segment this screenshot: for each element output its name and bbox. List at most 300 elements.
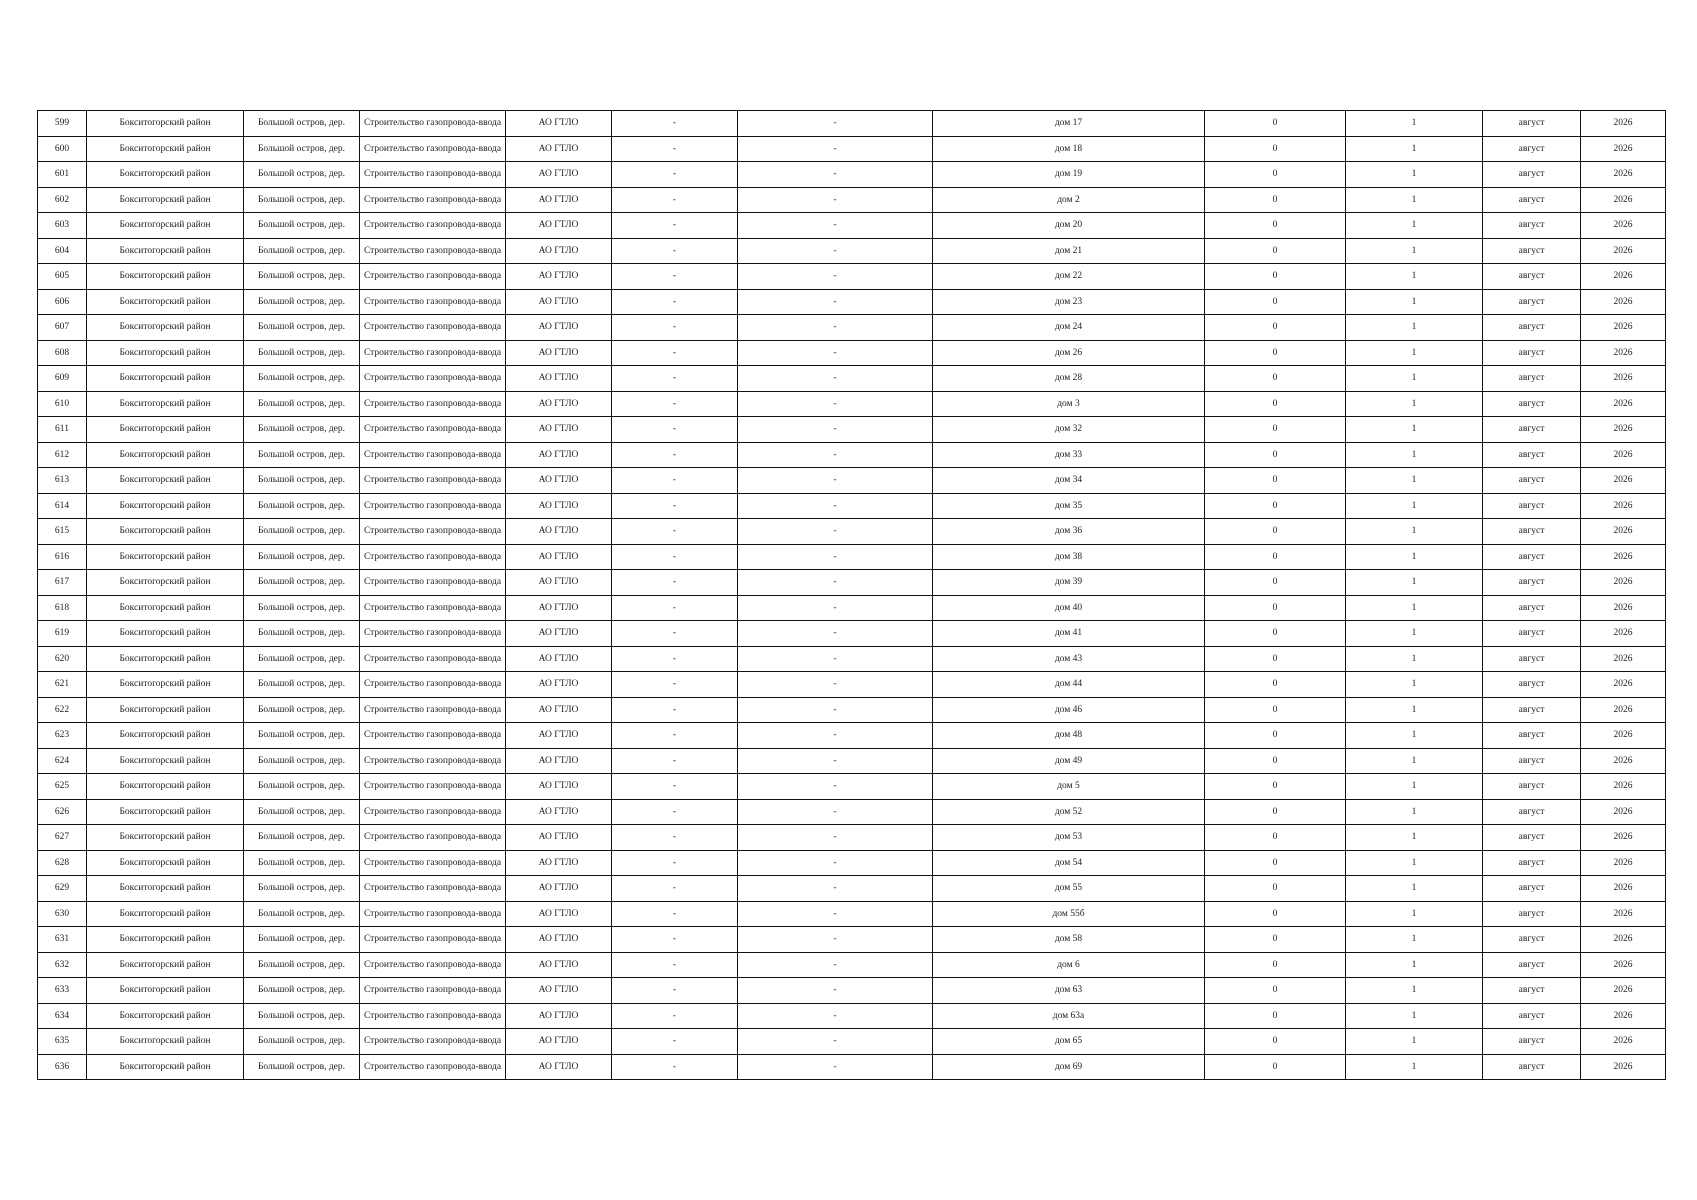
- table-row: [38, 391, 1666, 417]
- organization-cell: АО ГТЛО: [506, 748, 612, 774]
- value-a-cell: -: [612, 417, 738, 443]
- count-b-cell: 1: [1346, 468, 1483, 494]
- address-cell: дом 63а: [933, 1003, 1205, 1029]
- row-number-cell: 600: [38, 136, 87, 162]
- district-cell: Бокситогорский район: [87, 238, 244, 264]
- table-row: [38, 570, 1666, 596]
- organization-cell: АО ГТЛО: [506, 672, 612, 698]
- value-a-cell: -: [612, 1029, 738, 1055]
- settlement-cell: Большой остров, дер.: [244, 289, 360, 315]
- organization-cell: АО ГТЛО: [506, 519, 612, 545]
- settlement-cell: Большой остров, дер.: [244, 340, 360, 366]
- organization-cell: АО ГТЛО: [506, 1003, 612, 1029]
- value-a-cell: -: [612, 799, 738, 825]
- value-a-cell: -: [612, 315, 738, 341]
- work-type-cell: Строительство газопровода-ввода: [360, 646, 506, 672]
- count-a-cell: 0: [1205, 1054, 1346, 1080]
- work-type-cell: Строительство газопровода-ввода: [360, 952, 506, 978]
- settlement-cell: Большой остров, дер.: [244, 952, 360, 978]
- count-b-cell: 1: [1346, 442, 1483, 468]
- year-cell: 2026: [1581, 672, 1666, 698]
- value-b-cell: -: [738, 468, 933, 494]
- count-a-cell: 0: [1205, 289, 1346, 315]
- organization-cell: АО ГТЛО: [506, 1029, 612, 1055]
- work-type-cell: Строительство газопровода-ввода: [360, 264, 506, 290]
- month-cell: август: [1483, 876, 1581, 902]
- work-type-cell: Строительство газопровода-ввода: [360, 442, 506, 468]
- value-a-cell: -: [612, 978, 738, 1004]
- row-number-cell: 621: [38, 672, 87, 698]
- settlement-cell: Большой остров, дер.: [244, 723, 360, 749]
- table-row: [38, 748, 1666, 774]
- year-cell: 2026: [1581, 799, 1666, 825]
- month-cell: август: [1483, 723, 1581, 749]
- work-type-cell: Строительство газопровода-ввода: [360, 799, 506, 825]
- value-a-cell: -: [612, 901, 738, 927]
- row-number-cell: 604: [38, 238, 87, 264]
- organization-cell: АО ГТЛО: [506, 570, 612, 596]
- organization-cell: АО ГТЛО: [506, 136, 612, 162]
- value-a-cell: -: [612, 723, 738, 749]
- address-cell: дом 19: [933, 162, 1205, 188]
- table-row: [38, 901, 1666, 927]
- value-a-cell: -: [612, 136, 738, 162]
- address-cell: дом 2: [933, 187, 1205, 213]
- work-type-cell: Строительство газопровода-ввода: [360, 1029, 506, 1055]
- count-a-cell: 0: [1205, 723, 1346, 749]
- address-cell: дом 5: [933, 774, 1205, 800]
- table-row: [38, 111, 1666, 137]
- month-cell: август: [1483, 519, 1581, 545]
- value-b-cell: -: [738, 876, 933, 902]
- count-a-cell: 0: [1205, 111, 1346, 137]
- year-cell: 2026: [1581, 621, 1666, 647]
- year-cell: 2026: [1581, 595, 1666, 621]
- count-b-cell: 1: [1346, 952, 1483, 978]
- work-type-cell: Строительство газопровода-ввода: [360, 901, 506, 927]
- value-a-cell: -: [612, 1003, 738, 1029]
- settlement-cell: Большой остров, дер.: [244, 111, 360, 137]
- value-b-cell: -: [738, 187, 933, 213]
- count-b-cell: 1: [1346, 213, 1483, 239]
- value-b-cell: -: [738, 111, 933, 137]
- row-number-cell: 620: [38, 646, 87, 672]
- district-cell: Бокситогорский район: [87, 366, 244, 392]
- count-b-cell: 1: [1346, 136, 1483, 162]
- value-a-cell: -: [612, 213, 738, 239]
- month-cell: август: [1483, 289, 1581, 315]
- month-cell: август: [1483, 621, 1581, 647]
- settlement-cell: Большой остров, дер.: [244, 213, 360, 239]
- count-b-cell: 1: [1346, 850, 1483, 876]
- district-cell: Бокситогорский район: [87, 799, 244, 825]
- year-cell: 2026: [1581, 391, 1666, 417]
- value-b-cell: -: [738, 289, 933, 315]
- settlement-cell: Большой остров, дер.: [244, 1003, 360, 1029]
- address-cell: дом 44: [933, 672, 1205, 698]
- address-cell: дом 48: [933, 723, 1205, 749]
- data-table: [37, 110, 1666, 1080]
- table-row: [38, 825, 1666, 851]
- value-a-cell: -: [612, 289, 738, 315]
- row-number-cell: 622: [38, 697, 87, 723]
- organization-cell: АО ГТЛО: [506, 493, 612, 519]
- row-number-cell: 629: [38, 876, 87, 902]
- table-row: [38, 672, 1666, 698]
- address-cell: дом 3: [933, 391, 1205, 417]
- district-cell: Бокситогорский район: [87, 748, 244, 774]
- count-b-cell: 1: [1346, 621, 1483, 647]
- district-cell: Бокситогорский район: [87, 289, 244, 315]
- address-cell: дом 26: [933, 340, 1205, 366]
- table-row: [38, 774, 1666, 800]
- settlement-cell: Большой остров, дер.: [244, 136, 360, 162]
- work-type-cell: Строительство газопровода-ввода: [360, 876, 506, 902]
- row-number-cell: 614: [38, 493, 87, 519]
- settlement-cell: Большой остров, дер.: [244, 799, 360, 825]
- row-number-cell: 631: [38, 927, 87, 953]
- count-a-cell: 0: [1205, 238, 1346, 264]
- value-a-cell: -: [612, 876, 738, 902]
- year-cell: 2026: [1581, 927, 1666, 953]
- value-b-cell: -: [738, 1003, 933, 1029]
- month-cell: август: [1483, 111, 1581, 137]
- year-cell: 2026: [1581, 850, 1666, 876]
- value-a-cell: -: [612, 442, 738, 468]
- district-cell: Бокситогорский район: [87, 850, 244, 876]
- work-type-cell: Строительство газопровода-ввода: [360, 289, 506, 315]
- work-type-cell: Строительство газопровода-ввода: [360, 213, 506, 239]
- row-number-cell: 599: [38, 111, 87, 137]
- district-cell: Бокситогорский район: [87, 213, 244, 239]
- district-cell: Бокситогорский район: [87, 264, 244, 290]
- work-type-cell: Строительство газопровода-ввода: [360, 1054, 506, 1080]
- value-a-cell: -: [612, 366, 738, 392]
- settlement-cell: Большой остров, дер.: [244, 901, 360, 927]
- work-type-cell: Строительство газопровода-ввода: [360, 162, 506, 188]
- count-b-cell: 1: [1346, 799, 1483, 825]
- organization-cell: АО ГТЛО: [506, 544, 612, 570]
- work-type-cell: Строительство газопровода-ввода: [360, 417, 506, 443]
- year-cell: 2026: [1581, 289, 1666, 315]
- value-a-cell: -: [612, 468, 738, 494]
- settlement-cell: Большой остров, дер.: [244, 468, 360, 494]
- work-type-cell: Строительство газопровода-ввода: [360, 391, 506, 417]
- row-number-cell: 605: [38, 264, 87, 290]
- count-b-cell: 1: [1346, 1054, 1483, 1080]
- value-a-cell: -: [612, 1054, 738, 1080]
- count-b-cell: 1: [1346, 1003, 1483, 1029]
- row-number-cell: 625: [38, 774, 87, 800]
- settlement-cell: Большой остров, дер.: [244, 672, 360, 698]
- table-row: [38, 187, 1666, 213]
- district-cell: Бокситогорский район: [87, 927, 244, 953]
- district-cell: Бокситогорский район: [87, 825, 244, 851]
- work-type-cell: Строительство газопровода-ввода: [360, 672, 506, 698]
- work-type-cell: Строительство газопровода-ввода: [360, 774, 506, 800]
- year-cell: 2026: [1581, 544, 1666, 570]
- work-type-cell: Строительство газопровода-ввода: [360, 723, 506, 749]
- value-b-cell: -: [738, 417, 933, 443]
- district-cell: Бокситогорский район: [87, 723, 244, 749]
- row-number-cell: 617: [38, 570, 87, 596]
- row-number-cell: 619: [38, 621, 87, 647]
- settlement-cell: Большой остров, дер.: [244, 315, 360, 341]
- value-a-cell: -: [612, 646, 738, 672]
- year-cell: 2026: [1581, 570, 1666, 596]
- organization-cell: АО ГТЛО: [506, 340, 612, 366]
- count-a-cell: 0: [1205, 1029, 1346, 1055]
- value-b-cell: -: [738, 366, 933, 392]
- address-cell: дом 36: [933, 519, 1205, 545]
- table-row: [38, 519, 1666, 545]
- district-cell: Бокситогорский район: [87, 315, 244, 341]
- table-row: [38, 162, 1666, 188]
- table-row: [38, 978, 1666, 1004]
- year-cell: 2026: [1581, 238, 1666, 264]
- month-cell: август: [1483, 927, 1581, 953]
- organization-cell: АО ГТЛО: [506, 825, 612, 851]
- work-type-cell: Строительство газопровода-ввода: [360, 1003, 506, 1029]
- row-number-cell: 609: [38, 366, 87, 392]
- row-number-cell: 633: [38, 978, 87, 1004]
- value-a-cell: -: [612, 621, 738, 647]
- year-cell: 2026: [1581, 264, 1666, 290]
- organization-cell: АО ГТЛО: [506, 213, 612, 239]
- year-cell: 2026: [1581, 187, 1666, 213]
- work-type-cell: Строительство газопровода-ввода: [360, 493, 506, 519]
- count-a-cell: 0: [1205, 136, 1346, 162]
- month-cell: август: [1483, 391, 1581, 417]
- settlement-cell: Большой остров, дер.: [244, 646, 360, 672]
- work-type-cell: Строительство газопровода-ввода: [360, 238, 506, 264]
- value-b-cell: -: [738, 952, 933, 978]
- table-row: [38, 442, 1666, 468]
- month-cell: август: [1483, 162, 1581, 188]
- count-a-cell: 0: [1205, 697, 1346, 723]
- count-b-cell: 1: [1346, 774, 1483, 800]
- month-cell: август: [1483, 136, 1581, 162]
- address-cell: дом 58: [933, 927, 1205, 953]
- address-cell: дом 55: [933, 876, 1205, 902]
- address-cell: дом 17: [933, 111, 1205, 137]
- address-cell: дом 23: [933, 289, 1205, 315]
- district-cell: Бокситогорский район: [87, 621, 244, 647]
- organization-cell: АО ГТЛО: [506, 978, 612, 1004]
- month-cell: август: [1483, 417, 1581, 443]
- work-type-cell: Строительство газопровода-ввода: [360, 187, 506, 213]
- organization-cell: АО ГТЛО: [506, 442, 612, 468]
- table-row: [38, 1054, 1666, 1080]
- settlement-cell: Большой остров, дер.: [244, 621, 360, 647]
- organization-cell: АО ГТЛО: [506, 723, 612, 749]
- count-b-cell: 1: [1346, 238, 1483, 264]
- organization-cell: АО ГТЛО: [506, 264, 612, 290]
- value-a-cell: -: [612, 493, 738, 519]
- year-cell: 2026: [1581, 1054, 1666, 1080]
- count-b-cell: 1: [1346, 493, 1483, 519]
- count-a-cell: 0: [1205, 391, 1346, 417]
- work-type-cell: Строительство газопровода-ввода: [360, 697, 506, 723]
- value-a-cell: -: [612, 238, 738, 264]
- month-cell: август: [1483, 340, 1581, 366]
- settlement-cell: Большой остров, дер.: [244, 748, 360, 774]
- year-cell: 2026: [1581, 493, 1666, 519]
- organization-cell: АО ГТЛО: [506, 774, 612, 800]
- work-type-cell: Строительство газопровода-ввода: [360, 850, 506, 876]
- count-b-cell: 1: [1346, 264, 1483, 290]
- month-cell: август: [1483, 646, 1581, 672]
- settlement-cell: Большой остров, дер.: [244, 697, 360, 723]
- settlement-cell: Большой остров, дер.: [244, 1054, 360, 1080]
- address-cell: дом 39: [933, 570, 1205, 596]
- district-cell: Бокситогорский район: [87, 519, 244, 545]
- year-cell: 2026: [1581, 978, 1666, 1004]
- organization-cell: АО ГТЛО: [506, 391, 612, 417]
- table-row: [38, 595, 1666, 621]
- row-number-cell: 626: [38, 799, 87, 825]
- work-type-cell: Строительство газопровода-ввода: [360, 315, 506, 341]
- district-cell: Бокситогорский район: [87, 442, 244, 468]
- month-cell: август: [1483, 315, 1581, 341]
- value-a-cell: -: [612, 672, 738, 698]
- row-number-cell: 613: [38, 468, 87, 494]
- settlement-cell: Большой остров, дер.: [244, 595, 360, 621]
- year-cell: 2026: [1581, 519, 1666, 545]
- value-a-cell: -: [612, 774, 738, 800]
- value-b-cell: -: [738, 238, 933, 264]
- value-a-cell: -: [612, 927, 738, 953]
- year-cell: 2026: [1581, 162, 1666, 188]
- work-type-cell: Строительство газопровода-ввода: [360, 927, 506, 953]
- row-number-cell: 612: [38, 442, 87, 468]
- work-type-cell: Строительство газопровода-ввода: [360, 978, 506, 1004]
- value-b-cell: -: [738, 723, 933, 749]
- address-cell: дом 38: [933, 544, 1205, 570]
- table-row: [38, 876, 1666, 902]
- work-type-cell: Строительство газопровода-ввода: [360, 136, 506, 162]
- value-b-cell: -: [738, 621, 933, 647]
- work-type-cell: Строительство газопровода-ввода: [360, 621, 506, 647]
- settlement-cell: Большой остров, дер.: [244, 544, 360, 570]
- row-number-cell: 636: [38, 1054, 87, 1080]
- count-a-cell: 0: [1205, 1003, 1346, 1029]
- count-a-cell: 0: [1205, 366, 1346, 392]
- row-number-cell: 607: [38, 315, 87, 341]
- address-cell: дом 34: [933, 468, 1205, 494]
- value-b-cell: -: [738, 595, 933, 621]
- organization-cell: АО ГТЛО: [506, 927, 612, 953]
- district-cell: Бокситогорский район: [87, 1003, 244, 1029]
- work-type-cell: Строительство газопровода-ввода: [360, 544, 506, 570]
- settlement-cell: Большой остров, дер.: [244, 187, 360, 213]
- value-b-cell: -: [738, 901, 933, 927]
- district-cell: Бокситогорский район: [87, 595, 244, 621]
- district-cell: Бокситогорский район: [87, 391, 244, 417]
- district-cell: Бокситогорский район: [87, 774, 244, 800]
- work-type-cell: Строительство газопровода-ввода: [360, 595, 506, 621]
- table-row: [38, 927, 1666, 953]
- month-cell: август: [1483, 366, 1581, 392]
- settlement-cell: Большой остров, дер.: [244, 1029, 360, 1055]
- month-cell: август: [1483, 442, 1581, 468]
- district-cell: Бокситогорский район: [87, 187, 244, 213]
- address-cell: дом 49: [933, 748, 1205, 774]
- count-a-cell: 0: [1205, 876, 1346, 902]
- count-b-cell: 1: [1346, 366, 1483, 392]
- work-type-cell: Строительство газопровода-ввода: [360, 111, 506, 137]
- organization-cell: АО ГТЛО: [506, 315, 612, 341]
- count-a-cell: 0: [1205, 493, 1346, 519]
- document-page: [37, 110, 1665, 1080]
- table-row: [38, 238, 1666, 264]
- value-b-cell: -: [738, 646, 933, 672]
- settlement-cell: Большой остров, дер.: [244, 162, 360, 188]
- row-number-cell: 606: [38, 289, 87, 315]
- count-a-cell: 0: [1205, 850, 1346, 876]
- settlement-cell: Большой остров, дер.: [244, 238, 360, 264]
- year-cell: 2026: [1581, 901, 1666, 927]
- value-b-cell: -: [738, 1029, 933, 1055]
- count-a-cell: 0: [1205, 264, 1346, 290]
- district-cell: Бокситогорский район: [87, 901, 244, 927]
- organization-cell: АО ГТЛО: [506, 952, 612, 978]
- organization-cell: АО ГТЛО: [506, 468, 612, 494]
- table-row: [38, 952, 1666, 978]
- district-cell: Бокситогорский район: [87, 493, 244, 519]
- year-cell: 2026: [1581, 417, 1666, 443]
- district-cell: Бокситогорский район: [87, 697, 244, 723]
- address-cell: дом 43: [933, 646, 1205, 672]
- value-a-cell: -: [612, 544, 738, 570]
- month-cell: август: [1483, 825, 1581, 851]
- work-type-cell: Строительство газопровода-ввода: [360, 825, 506, 851]
- year-cell: 2026: [1581, 723, 1666, 749]
- month-cell: август: [1483, 672, 1581, 698]
- settlement-cell: Большой остров, дер.: [244, 493, 360, 519]
- month-cell: август: [1483, 697, 1581, 723]
- row-number-cell: 608: [38, 340, 87, 366]
- value-b-cell: -: [738, 697, 933, 723]
- address-cell: дом 41: [933, 621, 1205, 647]
- count-a-cell: 0: [1205, 442, 1346, 468]
- value-b-cell: -: [738, 136, 933, 162]
- address-cell: дом 35: [933, 493, 1205, 519]
- value-b-cell: -: [738, 825, 933, 851]
- month-cell: август: [1483, 1054, 1581, 1080]
- value-b-cell: -: [738, 799, 933, 825]
- organization-cell: АО ГТЛО: [506, 595, 612, 621]
- address-cell: дом 33: [933, 442, 1205, 468]
- year-cell: 2026: [1581, 213, 1666, 239]
- count-a-cell: 0: [1205, 646, 1346, 672]
- row-number-cell: 635: [38, 1029, 87, 1055]
- organization-cell: АО ГТЛО: [506, 1054, 612, 1080]
- count-a-cell: 0: [1205, 621, 1346, 647]
- address-cell: дом 63: [933, 978, 1205, 1004]
- organization-cell: АО ГТЛО: [506, 417, 612, 443]
- district-cell: Бокситогорский район: [87, 570, 244, 596]
- table-row: [38, 799, 1666, 825]
- work-type-cell: Строительство газопровода-ввода: [360, 748, 506, 774]
- count-b-cell: 1: [1346, 519, 1483, 545]
- organization-cell: АО ГТЛО: [506, 646, 612, 672]
- table-row: [38, 646, 1666, 672]
- work-type-cell: Строительство газопровода-ввода: [360, 570, 506, 596]
- organization-cell: АО ГТЛО: [506, 162, 612, 188]
- table-row: [38, 1029, 1666, 1055]
- count-a-cell: 0: [1205, 595, 1346, 621]
